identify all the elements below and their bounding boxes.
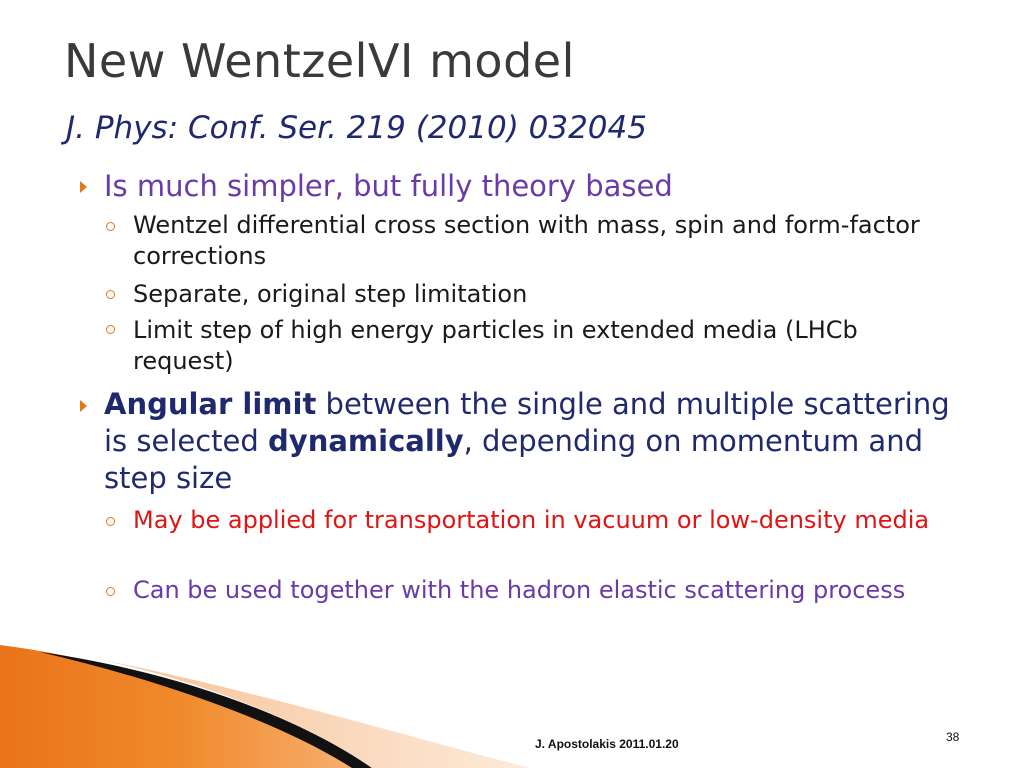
sub-bullet-1-3: Limit step of high energy particles in extended media (LHCb request) (133, 316, 858, 375)
slide-title: New WentzelVI model (64, 34, 575, 88)
bullet-2-text-1: between the single and multiple scattering is selected (104, 387, 950, 458)
sub-bullet-1-1: Wentzel differential cross section with mass, spin and form-factor corrections (133, 211, 920, 270)
bullet-1: Is much simpler, but fully theory based (104, 169, 673, 203)
footer-author-date: J. Apostolakis 2011.01.20 (535, 737, 679, 751)
bullet-2-text-2: , depending on momentum and step size (104, 424, 923, 495)
bullet-2-emphasis-1: Angular limit (104, 387, 317, 421)
sub-bullet-2-1: May be applied for transportation in vacuum or low-density media (133, 506, 930, 534)
slide-subtitle: J. Phys: Conf. Ser. 219 (2010) 032045 (66, 110, 647, 146)
sub-bullet-2-2: Can be used together with the hadron elastic scattering process (133, 576, 906, 604)
sub-bullet-1-2: Separate, original step limitation (133, 280, 528, 308)
page-number: 38 (946, 730, 960, 744)
bullet-2-emphasis-2: dynamically (268, 424, 464, 458)
